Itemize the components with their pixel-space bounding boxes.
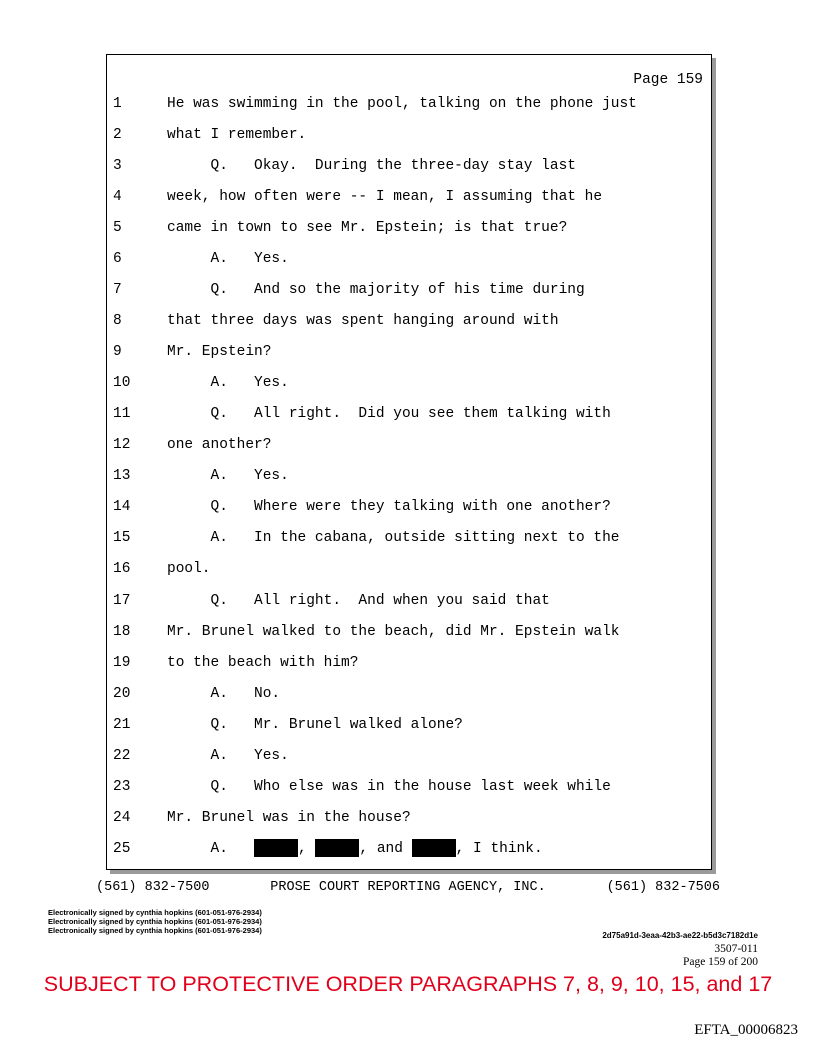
line-number: 20 <box>113 685 131 702</box>
line-number: 25 <box>113 840 131 857</box>
document-hash: 2d75a91d-3eaa-42b3-ae22-b5d3c7182d1e <box>602 931 758 940</box>
line-text: what I remember. <box>167 127 307 144</box>
transcript-line <box>107 685 711 703</box>
redaction-box <box>315 839 359 857</box>
line-text: A. Yes. <box>167 468 289 485</box>
line-number: 18 <box>113 623 131 640</box>
line-text: A. Yes. <box>167 251 289 268</box>
footer-agency-name: PROSE COURT REPORTING AGENCY, INC. <box>270 880 546 895</box>
line-text: came in town to see Mr. Epstein; is that true? <box>167 220 568 237</box>
line-number: 23 <box>113 778 131 795</box>
transcript-line <box>107 250 711 268</box>
line-number: 4 <box>113 189 122 206</box>
line-text-segment: , and <box>359 840 412 857</box>
transcript-line <box>107 405 711 423</box>
line-number: 6 <box>113 251 122 268</box>
line-text: Q. All right. Did you see them talking with <box>167 406 611 423</box>
line-number: 8 <box>113 313 122 330</box>
line-number: 11 <box>113 406 131 423</box>
transcript-line <box>107 716 711 734</box>
line-text: A. No. <box>167 685 281 702</box>
transcript-page <box>106 54 712 870</box>
transcript-line <box>107 126 711 144</box>
transcript-line <box>107 374 711 392</box>
line-text-segment: A. <box>167 840 255 857</box>
line-text: Q. Okay. During the three-day stay last <box>167 158 576 175</box>
electronic-signatures <box>48 908 262 935</box>
line-number: 13 <box>113 468 131 485</box>
line-text: A. In the cabana, outside sitting next to the <box>167 530 620 547</box>
line-number: 1 <box>113 96 122 112</box>
line-number: 7 <box>113 282 122 299</box>
line-text: pool. <box>167 561 211 578</box>
line-text-segment: , <box>298 840 316 857</box>
line-number: 24 <box>113 809 131 826</box>
line-text: Mr. Brunel was in the house? <box>167 809 411 826</box>
line-text: A. Yes. <box>167 375 289 392</box>
bates-number: EFTA_00006823 <box>694 1022 798 1038</box>
line-number: 22 <box>113 747 131 764</box>
reporting-agency-footer <box>96 880 720 895</box>
protective-order-notice: SUBJECT TO PROTECTIVE ORDER PARAGRAPHS 7, 8, 9, 10, 15, and 17 <box>43 972 773 996</box>
transcript-line <box>107 840 711 858</box>
line-text: Mr. Epstein? <box>167 344 272 361</box>
line-number: 15 <box>113 530 131 547</box>
redaction-box <box>254 839 298 857</box>
footer-phone-right: (561) 832-7506 <box>606 880 720 895</box>
line-number: 12 <box>113 437 131 454</box>
transcript-line <box>107 281 711 299</box>
line-text: Q. Mr. Brunel walked alone? <box>167 716 463 733</box>
transcript-line <box>107 157 711 175</box>
transcript-line <box>107 809 711 827</box>
line-number: 16 <box>113 561 131 578</box>
redaction-box <box>412 839 456 857</box>
line-text <box>167 840 543 858</box>
line-text-segment: , I think. <box>455 840 543 857</box>
signature-line: Electronically signed by cynthia hopkins (601-051-976-2934) <box>48 926 262 935</box>
transcript-line <box>107 654 711 672</box>
line-number: 10 <box>113 375 131 392</box>
transcript-line <box>107 312 711 330</box>
signature-line: Electronically signed by cynthia hopkins (601-051-976-2934) <box>48 908 262 917</box>
footer-phone-left: (561) 832-7500 <box>96 880 210 895</box>
line-text: A. Yes. <box>167 747 289 764</box>
transcript-line <box>107 592 711 610</box>
line-number: 19 <box>113 654 131 671</box>
line-number: 2 <box>113 127 122 144</box>
transcript-line <box>107 560 711 578</box>
transcript-line <box>107 498 711 516</box>
transcript-lines <box>107 95 711 858</box>
document-id: 3507-011 <box>714 943 758 955</box>
transcript-line <box>107 623 711 641</box>
line-text: Q. And so the majority of his time during <box>167 282 585 299</box>
transcript-line <box>107 219 711 237</box>
transcript-line <box>107 467 711 485</box>
signature-line: Electronically signed by cynthia hopkins (601-051-976-2934) <box>48 917 262 926</box>
line-text: that three days was spent hanging around with <box>167 313 559 330</box>
transcript-line <box>107 95 711 113</box>
line-text: week, how often were -- I mean, I assuming that he <box>167 189 603 206</box>
page-number: Page 159 <box>633 72 703 88</box>
transcript-line <box>107 778 711 796</box>
line-number: 17 <box>113 592 131 609</box>
line-text: to the beach with him? <box>167 654 359 671</box>
line-text: one another? <box>167 437 272 454</box>
page-of-total: Page 159 of 200 <box>682 956 758 968</box>
transcript-line <box>107 747 711 765</box>
line-text: Q. All right. And when you said that <box>167 592 550 609</box>
line-number: 21 <box>113 716 131 733</box>
line-number: 14 <box>113 499 131 516</box>
transcript-line <box>107 436 711 454</box>
transcript-line <box>107 529 711 547</box>
line-number: 3 <box>113 158 122 175</box>
transcript-line <box>107 343 711 361</box>
line-number: 9 <box>113 344 122 361</box>
transcript-line <box>107 188 711 206</box>
line-text: Q. Who else was in the house last week while <box>167 778 611 795</box>
line-text: Q. Where were they talking with one another? <box>167 499 611 516</box>
line-number: 5 <box>113 220 122 237</box>
line-text: Mr. Brunel walked to the beach, did Mr. Epstein walk <box>167 623 620 640</box>
line-text: He was swimming in the pool, talking on the phone just <box>167 96 637 112</box>
